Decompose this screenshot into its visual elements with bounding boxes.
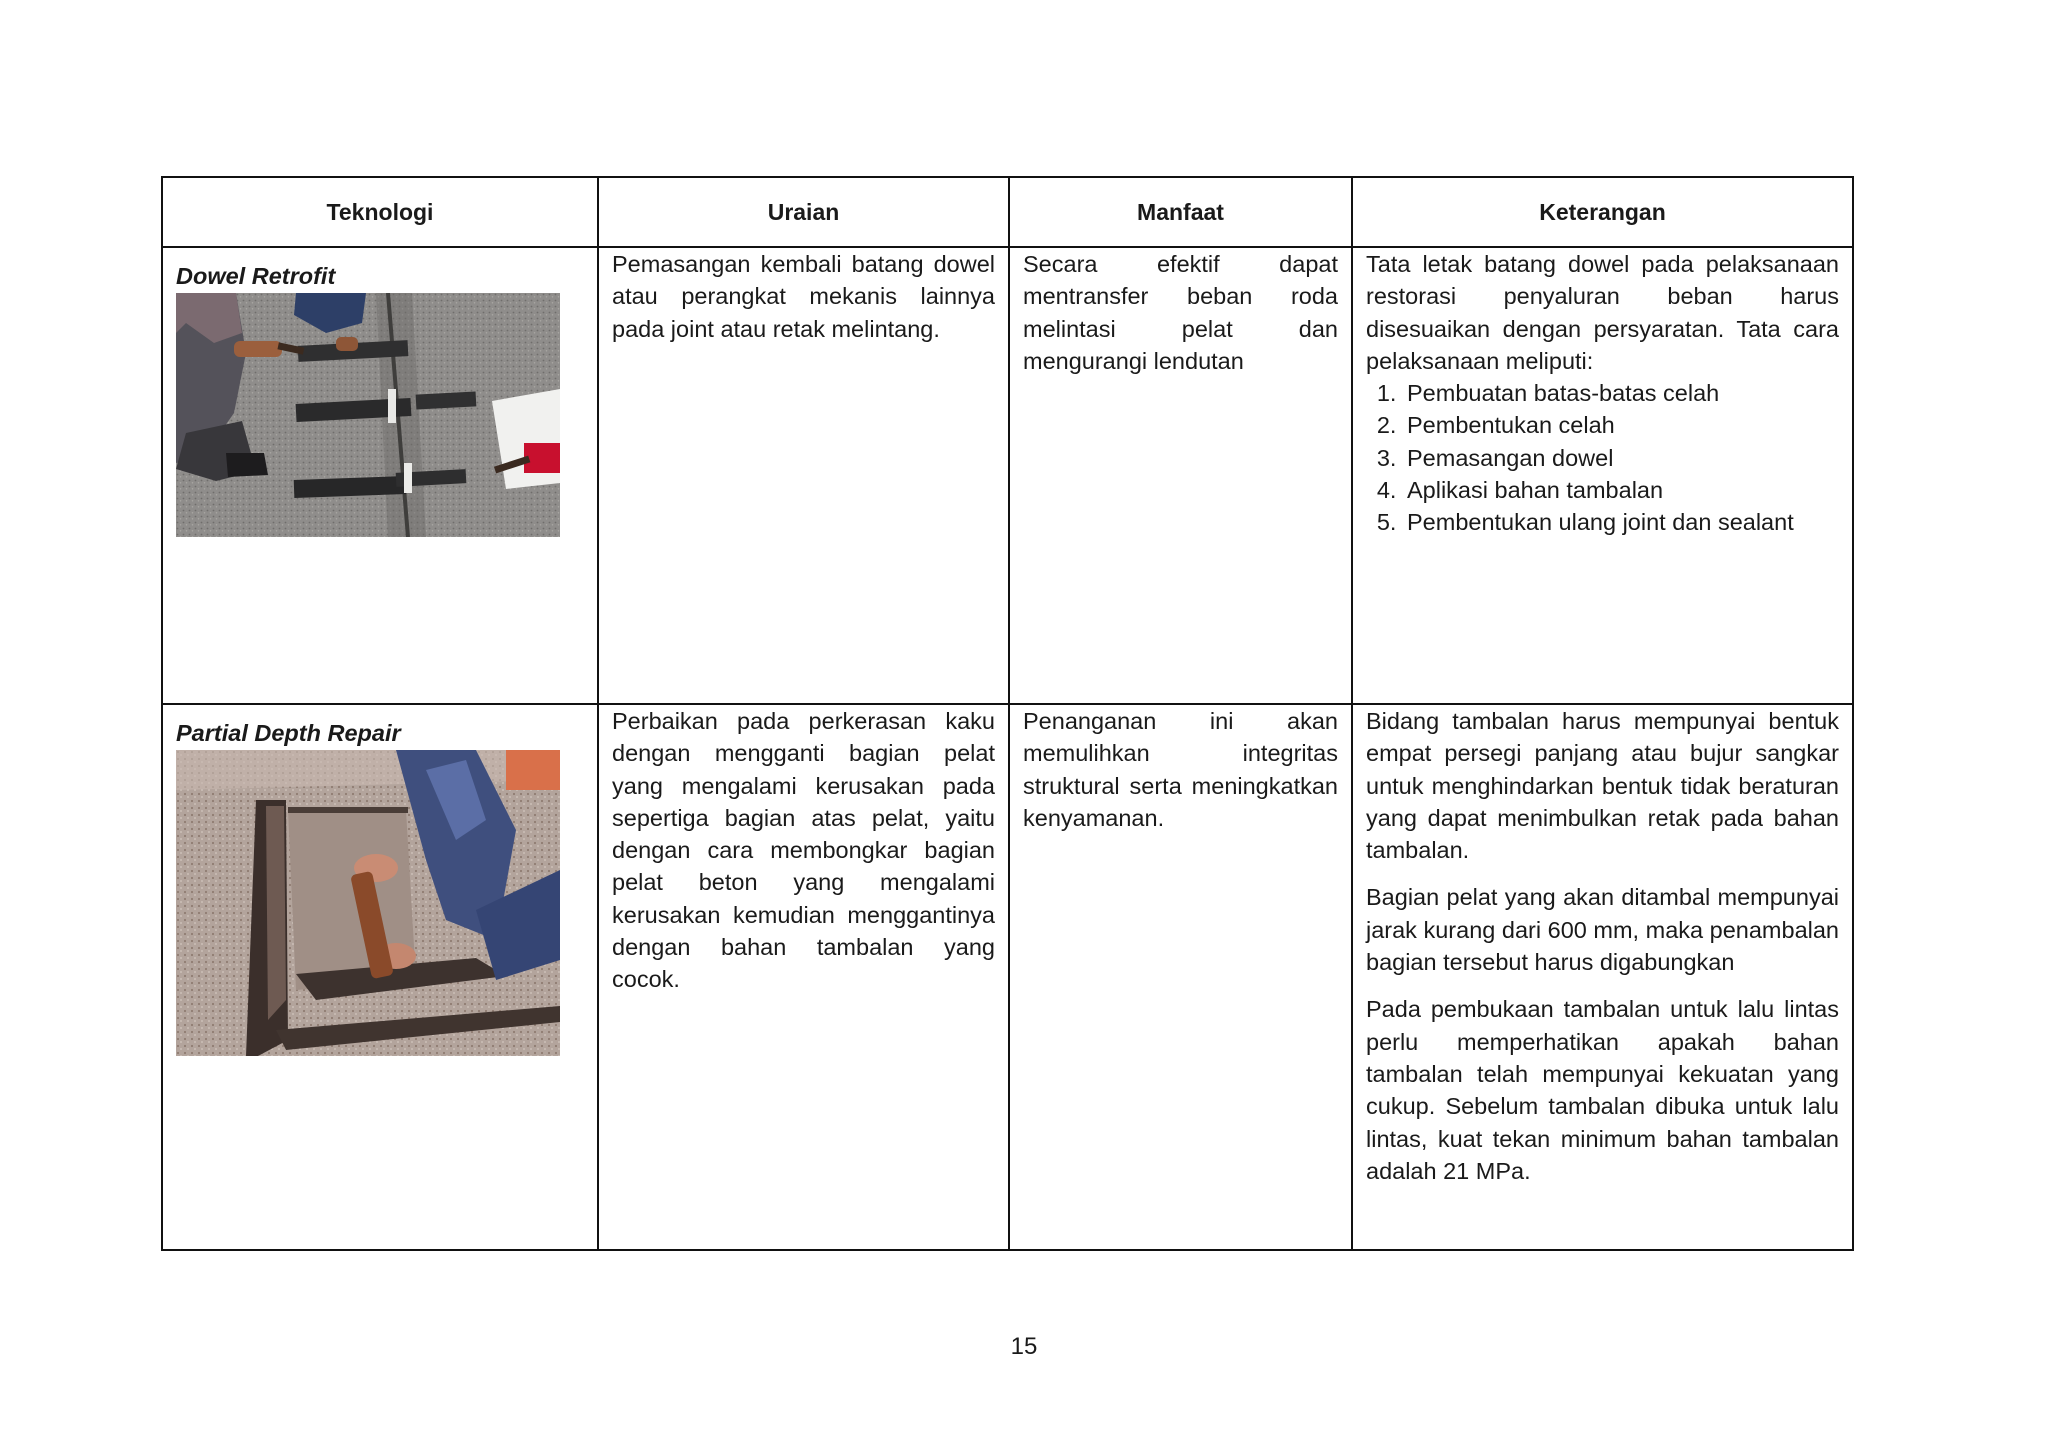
page-number: 15	[1010, 1333, 1038, 1360]
description-text: Pemasangan kembali batang dowel atau perangkat mekanis lainnya pada joint atau retak melintang.	[612, 251, 995, 342]
notes-paragraph: Bagian pelat yang akan ditambal mempunyai jarak kurang dari 600 mm, maka penambalan bagian tersebut harus digabungkan	[1366, 884, 1839, 976]
technology-name: Dowel Retrofit	[176, 263, 336, 289]
list-item: 4. Aplikasi bahan tambalan	[1403, 474, 1839, 506]
benefit-text: Secara efektif dapat mentransfer beban roda melintasi pelat dan mengurangi lendutan	[1023, 251, 1338, 374]
notes-cell	[1352, 247, 1853, 704]
procedure-list	[1366, 377, 1839, 538]
technology-table	[161, 176, 1854, 1251]
header-manfaat: Manfaat	[1009, 177, 1352, 247]
header-teknologi: Teknologi	[162, 177, 598, 247]
description-cell	[598, 247, 1009, 704]
notes-cell	[1352, 704, 1853, 1250]
description-cell	[598, 704, 1009, 1250]
table-row	[162, 247, 1853, 704]
partial-depth-repair-photo	[176, 750, 560, 1056]
description-text: Perbaikan pada perkerasan kaku dengan mengganti bagian pelat yang mengalami kerusakan pada sepertiga bagian atas pelat, yaitu dengan cara membongkar bagian pelat beton yang mengalami kerusakan kemudian menggantinya dengan bahan tambalan yang cocok.	[612, 708, 995, 993]
header-uraian: Uraian	[598, 177, 1009, 247]
benefit-cell	[1009, 704, 1352, 1250]
notes-paragraph: Pada pembukaan tambalan untuk lalu lintas perlu memperhatikan apakah bahan tambalan telah mempunyai kekuatan yang cukup. Sebelum tambalan dibuka untuk lalu lintas, kuat tekan minimum bahan tambalan adalah 21 MPa.	[1366, 996, 1839, 1184]
benefit-cell	[1009, 247, 1352, 704]
list-item: 3. Pemasangan dowel	[1403, 442, 1839, 474]
list-item: 2. Pembentukan celah	[1403, 409, 1839, 441]
list-item: 5. Pembentukan ulang joint dan sealant	[1403, 506, 1839, 538]
table-row	[162, 704, 1853, 1250]
notes-text: Tata letak batang dowel pada pelaksanaan restorasi penyaluran beban harus disesuaikan dengan persyaratan. Tata cara pelaksanaan meliputi:	[1366, 251, 1839, 374]
notes-paragraph: Bidang tambalan harus mempunyai bentuk empat persegi panjang atau bujur sangkar untuk menghindarkan bentuk tidak beraturan yang dapat menimbulkan retak pada bahan tambalan.	[1366, 708, 1839, 864]
table-header-row	[162, 177, 1853, 247]
dowel-retrofit-photo	[176, 293, 560, 537]
list-item: 1. Pembuatan batas-batas celah	[1403, 377, 1839, 409]
technology-name: Partial Depth Repair	[176, 720, 401, 746]
technology-cell	[162, 704, 598, 1250]
technology-cell	[162, 247, 598, 704]
header-keterangan: Keterangan	[1352, 177, 1853, 247]
benefit-text: Penanganan ini akan memulihkan integritas struktural serta meningkatkan kenyamanan.	[1023, 708, 1338, 831]
